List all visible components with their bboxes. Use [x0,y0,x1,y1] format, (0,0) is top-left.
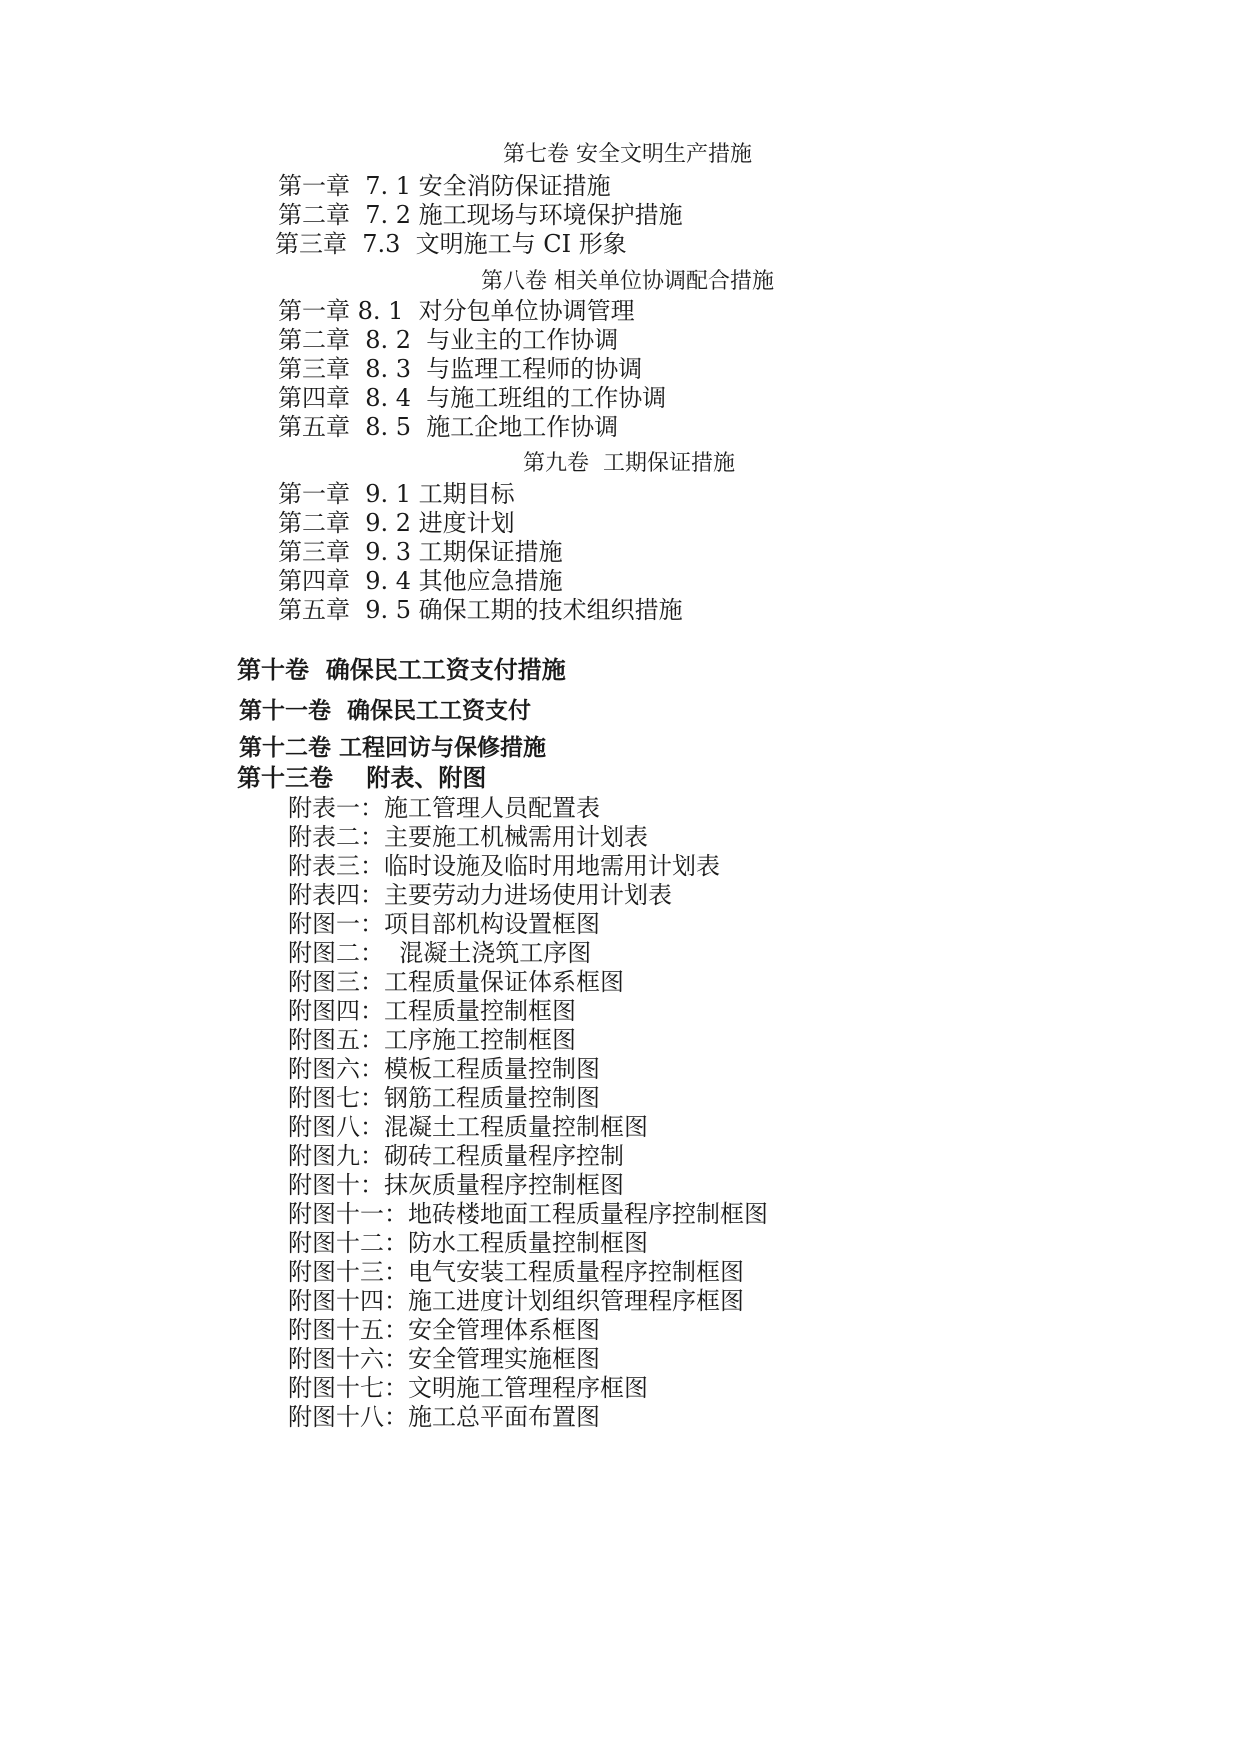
appendix-figure-6: 附图六：模板工程质量控制图 [288,1055,600,1083]
appendix-figure-13: 附图十三：电气安装工程质量程序控制框图 [288,1258,744,1286]
volume-7-chapter-2: 第二章 7. 2 施工现场与环境保护措施 [278,201,683,229]
volume-8-chapter-1: 第一章 8. 1 对分包单位协调管理 [278,297,635,325]
volume-9-chapter-2: 第二章 9. 2 进度计划 [278,509,515,537]
appendix-figure-18: 附图十八：施工总平面布置图 [288,1403,600,1431]
appendix-figure-2: 附图二： 混凝土浇筑工序图 [288,939,592,967]
volume-8-chapter-4: 第四章 8. 4 与施工班组的工作协调 [278,384,667,412]
appendix-figure-7: 附图七：钢筋工程质量控制图 [288,1084,600,1112]
volume-11-title: 第十一卷 确保民工工资支付 [239,698,532,724]
volume-7-chapter-3: 第三章 7.3 文明施工与 CI 形象 [275,230,627,258]
volume-10-title: 第十卷 确保民工工资支付措施 [237,656,566,684]
volume-7-chapter-1: 第一章 7. 1 安全消防保证措施 [278,172,611,200]
appendix-figure-3: 附图三：工程质量保证体系框图 [288,968,624,996]
appendix-table-2: 附表二：主要施工机械需用计划表 [288,823,648,851]
appendix-figure-10: 附图十：抹灰质量程序控制框图 [288,1171,624,1199]
volume-8-chapter-2: 第二章 8. 2 与业主的工作协调 [278,326,619,354]
appendix-figure-4: 附图四：工程质量控制框图 [288,997,576,1025]
appendix-figure-8: 附图八：混凝土工程质量控制框图 [288,1113,648,1141]
volume-7-title: 第七卷 安全文明生产措施 [503,142,752,167]
appendix-figure-17: 附图十七：文明施工管理程序框图 [288,1374,648,1402]
appendix-figure-12: 附图十二：防水工程质量控制框图 [288,1229,648,1257]
appendix-figure-14: 附图十四：施工进度计划组织管理程序框图 [288,1287,744,1315]
volume-9-chapter-4: 第四章 9. 4 其他应急措施 [278,567,563,595]
appendix-figure-9: 附图九：砌砖工程质量程序控制 [288,1142,624,1170]
volume-8-chapter-3: 第三章 8. 3 与监理工程师的协调 [278,355,643,383]
appendix-table-4: 附表四：主要劳动力进场使用计划表 [288,881,672,909]
appendix-figure-1: 附图一：项目部机构设置框图 [288,910,600,938]
volume-9-chapter-5: 第五章 9. 5 确保工期的技术组织措施 [278,596,683,624]
volume-8-chapter-5: 第五章 8. 5 施工企地工作协调 [278,413,619,441]
volume-8-title: 第八卷 相关单位协调配合措施 [481,269,774,294]
volume-13-title: 第十三卷 附表、附图 [237,764,487,792]
volume-9-title: 第九卷 工期保证措施 [523,451,735,476]
appendix-figure-5: 附图五：工序施工控制框图 [288,1026,576,1054]
volume-12-title: 第十二卷 工程回访与保修措施 [239,735,547,761]
appendix-table-3: 附表三：临时设施及临时用地需用计划表 [288,852,720,880]
volume-9-chapter-1: 第一章 9. 1 工期目标 [278,480,515,508]
appendix-figure-15: 附图十五：安全管理体系框图 [288,1316,600,1344]
appendix-table-1: 附表一：施工管理人员配置表 [288,794,600,822]
volume-9-chapter-3: 第三章 9. 3 工期保证措施 [278,538,563,566]
appendix-figure-11: 附图十一：地砖楼地面工程质量程序控制框图 [288,1200,768,1228]
appendix-figure-16: 附图十六：安全管理实施框图 [288,1345,600,1373]
